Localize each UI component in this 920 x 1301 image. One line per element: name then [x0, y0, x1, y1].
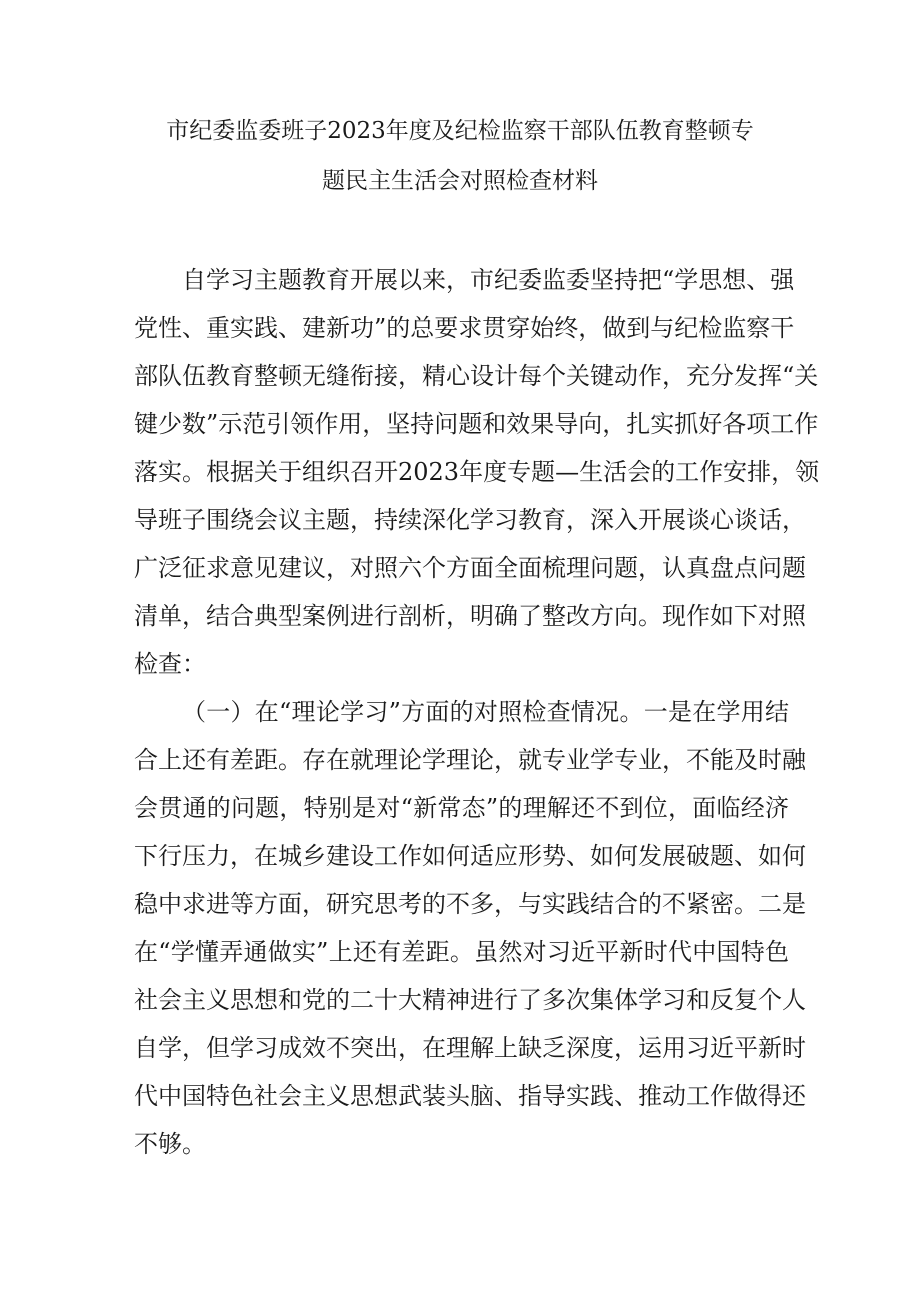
paragraph-2-line-3: 会贯通的问题，特别是对“新常态”的理解还不到位，面临经济	[134, 794, 789, 822]
paragraph-1-line-6: 导班子围绕会议主题，持续深化学习教育，深入开展谈心谈话，	[134, 506, 806, 534]
paragraph-2-line-5: 稳中求进等方面，研究思考的不多，与实践结合的不紧密。二是	[134, 890, 806, 918]
paragraph-1-line-4: 键少数”示范引领作用，坚持问题和效果导向，扎实抓好各项工作	[134, 410, 819, 438]
paragraph-2-line-6: 在“学懂弄通做实”上还有差距。虽然对习近平新时代中国特色	[134, 938, 789, 966]
paragraph-1-line-1: 自学习主题教育开展以来，市纪委监委坚持把“学思想、强	[182, 266, 795, 294]
paragraph-2-line-8: 自学，但学习成效不突出，在理解上缺乏深度，运用习近平新时	[134, 1034, 806, 1062]
paragraph-1-line-8: 清单，结合典型案例进行剖析，明确了整改方向。现作如下对照	[134, 602, 806, 630]
paragraph-1-line-5: 落实。根据关于组织召开2023年度专题—生活会的工作安排，领	[134, 458, 820, 486]
paragraph-2-line-2: 合上还有差距。存在就理论学理论，就专业学专业，不能及时融	[134, 746, 806, 774]
document-title-line-1: 市纪委监委班子2023年度及纪检监察干部队伍教育整顿专	[166, 118, 754, 144]
paragraph-2-line-1: （一）在“理论学习”方面的对照检查情况。一是在学用结	[182, 698, 789, 726]
paragraph-2-line-4: 下行压力，在城乡建设工作如何适应形势、如何发展破题、如何	[134, 842, 806, 870]
paragraph-1-line-3: 部队伍教育整顿无缝衔接，精心设计每个关键动作，充分发挥“关	[134, 362, 819, 390]
document-title-line-2: 题民主生活会对照检查材料	[322, 168, 598, 194]
paragraph-1-line-7: 广泛征求意见建议，对照六个方面全面梳理问题，认真盘点问题	[134, 554, 806, 582]
paragraph-1-line-2: 党性、重实践、建新功”的总要求贯穿始终，做到与纪检监察干	[134, 314, 795, 342]
paragraph-2-line-7: 社会主义思想和党的二十大精神进行了多次集体学习和反复个人	[134, 986, 806, 1014]
paragraph-2-line-10: 不够。	[134, 1130, 206, 1158]
paragraph-2-line-9: 代中国特色社会主义思想武装头脑、指导实践、推动工作做得还	[134, 1082, 806, 1110]
paragraph-1-line-9: 检查：	[134, 650, 206, 678]
